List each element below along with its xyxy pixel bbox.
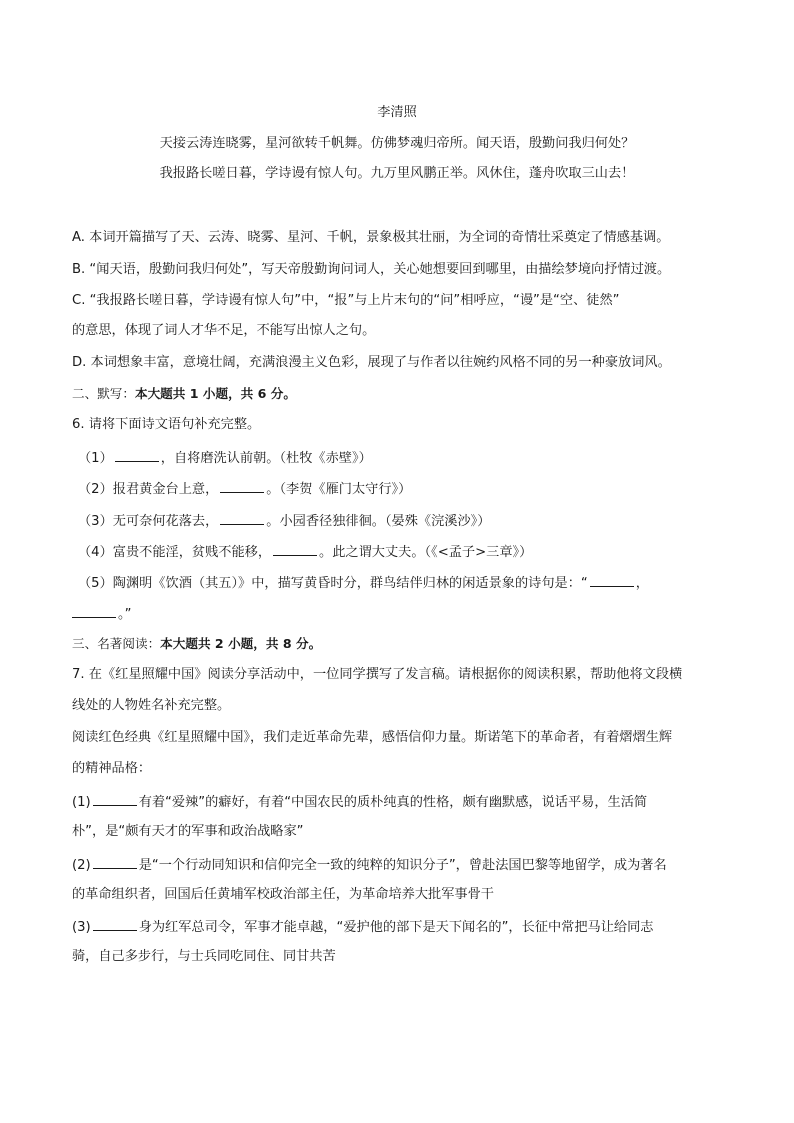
fill-item-2-suffix: 。（李贺《雁门太守行》） xyxy=(266,482,412,497)
fill-item-4-prefix: （4）富贵不能淫，贫贱不能移， xyxy=(78,545,272,560)
person-2-cont: 的革命组织者，回国后任黄埔军校政治部主任，为革命培养大批军事骨干 xyxy=(72,887,494,902)
fill-item-5-end: 。” xyxy=(118,607,132,622)
option-c-line-1: C. “我报路长嗟日暮，学诗谩有惊人句”中，“报”与上片末句的“问”相呼应，“谩”是“空、徒然” xyxy=(72,293,620,308)
fill-item-1-suffix: ，自将磨洗认前朝。（杜牧《赤壁》） xyxy=(160,451,372,466)
poem-line-1: 天接云涛连晓雾，星河欲转千帆舞。仿佛梦魂归帝所。闻天语，殷勤问我归何处？ xyxy=(159,136,635,151)
person-3-cont: 骑，自己多步行，与士兵同吃同住、同甘共苦 xyxy=(72,949,336,964)
fill-item-3-prefix: （3）无可奈何花落去， xyxy=(78,514,219,529)
fill-item-1-prefix: （1） xyxy=(78,451,113,466)
section-3-title-plain: 三、名著阅读： xyxy=(72,636,161,651)
section-3-title xyxy=(72,635,724,653)
person-2-text: 是“一个行动同知识和信仰完全一致的纯粹的知识分子”，曾赴法国巴黎等地留学，成为著名 xyxy=(138,858,667,873)
fill-item-5 xyxy=(78,573,730,593)
person-1 xyxy=(72,792,724,812)
fill-blank-5b[interactable] xyxy=(72,604,116,618)
fill-item-5-cont xyxy=(72,604,724,624)
person-1-text: 有着“爱辣”的癖好，有着“中国农民的质朴纯真的性格，颇有幽默感，说话平易，生活简 xyxy=(138,795,648,810)
question-6: 6. 请将下面诗文语句补充完整。 xyxy=(72,417,261,432)
fill-blank-1[interactable] xyxy=(115,448,159,462)
fill-item-4-suffix: 。此之谓大丈夫。（《<孟子>三章》） xyxy=(319,545,533,560)
option-a: A. 本词开篇描写了天、云涛、晓雾、星河、千帆，景象极其壮丽，为全词的奇情壮采奠定了情感基调。 xyxy=(72,230,670,245)
question-7-line-1: 7. 在《红星照耀中国》阅读分享活动中，一位同学撰写了发言稿。请根据你的阅读积累，帮助他将文段横 xyxy=(72,667,683,682)
section-2-title xyxy=(72,385,724,403)
person-blank-2[interactable] xyxy=(93,855,137,869)
reading-intro-line-1: 阅读红色经典《红星照耀中国》，我们走近革命先辈，感悟信仰力量。斯诺笔下的革命者，有着熠熠生辉 xyxy=(72,730,673,745)
fill-blank-3[interactable] xyxy=(220,511,264,525)
option-c-line-2: 的意思，体现了词人才华不足，不能写出惊人之句。 xyxy=(72,323,376,338)
person-2 xyxy=(72,855,724,875)
fill-item-5-comma: ， xyxy=(635,576,649,591)
section-2-title-bold: 本大题共 1 小题，共 6 分。 xyxy=(134,386,296,401)
fill-item-5-prefix: （5）陶渊明《饮酒（其五）》中，描写黄昏时分，群鸟结伴归林的闲适景象的诗句是：“ xyxy=(78,576,588,591)
fill-item-2-prefix: （2）报君黄金台上意， xyxy=(78,482,219,497)
fill-item-3-suffix: 。小园香径独徘徊。（晏殊《浣溪沙》） xyxy=(266,514,491,529)
person-blank-3[interactable] xyxy=(93,917,137,931)
reading-intro-line-2: 的精神品格： xyxy=(72,761,152,776)
fill-item-1 xyxy=(78,448,730,468)
poem-line-2: 我报路长嗟日暮，学诗谩有惊人句。九万里风鹏正举。风休住，蓬舟吹取三山去！ xyxy=(159,166,635,181)
fill-item-3 xyxy=(78,511,730,531)
person-2-number: (2) xyxy=(72,858,91,873)
person-3-number: (3) xyxy=(72,920,91,935)
section-2-title-plain: 二、默写： xyxy=(72,386,135,401)
person-3 xyxy=(72,917,724,937)
fill-item-4 xyxy=(78,542,730,562)
fill-blank-4[interactable] xyxy=(273,542,317,556)
person-1-cont: 朴”，是“颇有天才的军事和政治战略家” xyxy=(72,824,304,839)
question-7-line-2: 线处的人物姓名补充完整。 xyxy=(72,698,231,713)
person-3-text: 身为红军总司令，军事才能卓越，“爱护他的部下是天下闻名的”，长征中常把马让给同志 xyxy=(138,920,654,935)
section-3-title-bold: 本大题共 2 小题，共 8 分。 xyxy=(160,636,322,651)
option-d: D. 本词想象丰富，意境壮阔，充满浪漫主义色彩，展现了与作者以往婉约风格不同的另一种豪放词风。 xyxy=(72,355,671,370)
person-blank-1[interactable] xyxy=(93,792,137,806)
fill-blank-5a[interactable] xyxy=(590,573,634,587)
person-1-number: (1) xyxy=(72,795,91,810)
fill-item-2 xyxy=(78,479,730,499)
option-b: B. “闻天语，殷勤问我归何处”，写天帝殷勤询问词人，关心她想要回到哪里，由描绘梦境向抒情过渡。 xyxy=(72,262,671,277)
poem-author: 李清照 xyxy=(377,105,417,120)
fill-blank-2[interactable] xyxy=(220,479,264,493)
